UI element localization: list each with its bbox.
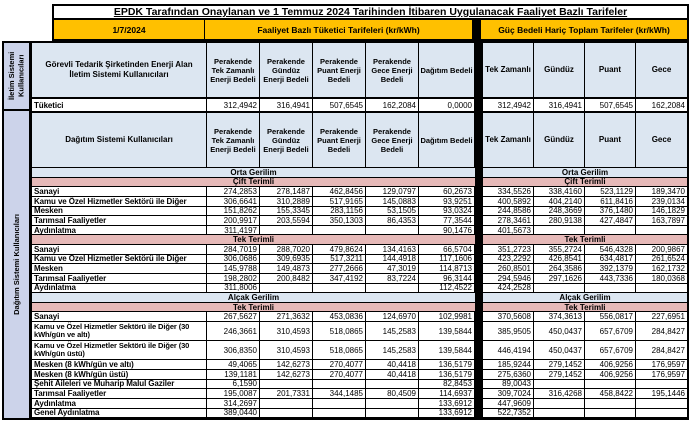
value-cell: 278,3461 bbox=[483, 216, 534, 225]
value-cell: 6,1590 bbox=[207, 380, 260, 389]
value-cell: 479,8624 bbox=[313, 245, 366, 254]
value-cell: 40,4418 bbox=[366, 360, 419, 369]
column-header: Perakende Gündüz Enerji Bedeli bbox=[260, 113, 313, 167]
block-divider bbox=[475, 226, 483, 235]
value-cell: 453,0836 bbox=[313, 312, 366, 321]
table-row bbox=[32, 274, 687, 284]
value-cell: 310,2889 bbox=[260, 197, 313, 206]
section-label: Çift Terimli bbox=[32, 178, 475, 187]
value-cell bbox=[366, 380, 419, 389]
row-label: Tarımsal Faaliyetler bbox=[32, 216, 207, 225]
value-cell: 117,1606 bbox=[419, 255, 475, 264]
row-label: Kamu ve Özel Hizmetler Sektörü ile Diğer (30 kWh/gün üstü) bbox=[32, 341, 207, 359]
value-cell: 312,4942 bbox=[207, 99, 260, 111]
value-cell: 142,6273 bbox=[260, 370, 313, 379]
value-cell: 274,2853 bbox=[207, 187, 260, 196]
value-cell: 277,2666 bbox=[313, 264, 366, 273]
value-cell bbox=[260, 226, 313, 235]
value-cell: 280,9138 bbox=[534, 216, 585, 225]
block-divider bbox=[475, 178, 483, 187]
value-cell bbox=[366, 226, 419, 235]
table-row bbox=[32, 370, 687, 380]
value-cell: 133,6912 bbox=[419, 399, 475, 408]
value-cell: 426,8541 bbox=[534, 255, 585, 264]
value-cell: 180,0368 bbox=[651, 273, 685, 283]
row-label: Tarımsal Faaliyetler bbox=[32, 274, 207, 283]
value-cell: 77,3544 bbox=[419, 216, 475, 225]
block-divider bbox=[475, 216, 483, 225]
value-cell: 145,9788 bbox=[207, 264, 260, 273]
column-header: Perakende Tek Zamanlı Enerji Bedeli bbox=[207, 43, 260, 97]
value-cell: 344,1485 bbox=[313, 389, 366, 398]
column-header: Perakende Gece Enerji Bedeli bbox=[366, 113, 419, 167]
value-cell: 260,8501 bbox=[483, 264, 534, 273]
value-cell: 446,4194 bbox=[483, 341, 534, 359]
value-cell: 162,2084 bbox=[651, 100, 685, 110]
value-cell bbox=[636, 284, 687, 293]
value-cell: 198,2802 bbox=[207, 274, 260, 283]
value-cell: 145,0883 bbox=[366, 197, 419, 206]
value-cell: 423,2292 bbox=[483, 255, 534, 264]
value-cell: 316,4268 bbox=[534, 389, 585, 398]
table-row bbox=[32, 207, 687, 217]
block-divider bbox=[475, 274, 483, 283]
column-header: Puant bbox=[585, 43, 636, 97]
value-cell bbox=[366, 399, 419, 408]
value-cell: 246,3661 bbox=[207, 322, 260, 340]
value-cell bbox=[366, 284, 419, 293]
table-row bbox=[32, 216, 687, 226]
value-cell: 0,0000 bbox=[419, 99, 475, 111]
row-label: Mesken (8 kWh/gün üstü) bbox=[32, 370, 207, 379]
value-cell: 82,8453 bbox=[419, 380, 475, 389]
value-cell: 517,9165 bbox=[313, 197, 366, 206]
value-cell: 334,5526 bbox=[483, 187, 534, 196]
block-divider bbox=[473, 20, 481, 39]
column-header: Tek Zamanlı bbox=[483, 113, 534, 167]
value-cell: 83,7224 bbox=[366, 274, 419, 283]
column-header: Gece bbox=[636, 43, 687, 97]
value-cell bbox=[534, 226, 585, 235]
value-cell: 311,4197 bbox=[207, 226, 260, 235]
section-label: Tek Terimli bbox=[483, 303, 687, 312]
block-divider bbox=[475, 235, 483, 244]
row-label: Aydınlatma bbox=[32, 284, 207, 293]
table-row bbox=[32, 380, 687, 390]
block-divider bbox=[475, 113, 483, 167]
value-cell: 80,4509 bbox=[366, 389, 419, 398]
block-divider bbox=[475, 168, 483, 177]
value-cell bbox=[534, 380, 585, 389]
value-cell: 355,2724 bbox=[534, 245, 585, 254]
block-divider bbox=[475, 399, 483, 408]
value-cell: 450,0437 bbox=[534, 341, 585, 359]
block-divider bbox=[475, 322, 483, 340]
value-cell: 350,1303 bbox=[313, 216, 366, 225]
row-label: Aydınlatma bbox=[32, 399, 207, 408]
value-cell bbox=[313, 226, 366, 235]
value-cell: 203,5594 bbox=[260, 216, 313, 225]
value-cell: 248,3669 bbox=[534, 207, 585, 216]
row-label: Kamu ve Özel Hizmetler Sektörü ile Diğer bbox=[32, 255, 207, 264]
section-label: Tek Terimli bbox=[483, 235, 687, 244]
value-cell: 443,7336 bbox=[585, 274, 636, 283]
sidebar bbox=[2, 41, 30, 420]
value-cell: 404,2140 bbox=[534, 197, 585, 206]
value-cell: 370,5608 bbox=[483, 312, 534, 321]
value-cell: 200,8482 bbox=[260, 274, 313, 283]
value-cell: 270,4077 bbox=[313, 370, 366, 379]
sidebar-distribution-text: Dağıtım Sistemi Kullanıcıları bbox=[11, 214, 21, 315]
block-divider bbox=[475, 187, 483, 196]
value-cell: 185,9244 bbox=[483, 360, 534, 369]
table-row bbox=[32, 226, 687, 236]
value-cell: 450,0437 bbox=[534, 322, 585, 340]
value-cell: 195,1446 bbox=[651, 389, 685, 398]
value-cell: 288,7020 bbox=[260, 245, 313, 254]
block-divider bbox=[475, 341, 483, 359]
value-cell bbox=[313, 409, 366, 418]
block-divider bbox=[475, 293, 483, 302]
value-cell: 270,4077 bbox=[313, 360, 366, 369]
value-cell bbox=[313, 380, 366, 389]
block-divider bbox=[475, 245, 483, 254]
value-cell: 189,3470 bbox=[651, 187, 685, 196]
value-cell: 264,3586 bbox=[534, 264, 585, 273]
value-cell: 294,5946 bbox=[483, 274, 534, 283]
value-cell: 458,8422 bbox=[585, 389, 636, 398]
column-header: Gece bbox=[636, 113, 687, 167]
value-cell: 311,8006 bbox=[207, 284, 260, 293]
distribution-header-label: Dağıtım Sistemi Kullanıcıları bbox=[32, 113, 207, 167]
group-header-row bbox=[52, 19, 689, 41]
row-label: Mesken bbox=[32, 207, 207, 216]
value-cell: 89,0043 bbox=[483, 380, 534, 389]
value-cell: 279,1452 bbox=[534, 360, 585, 369]
sidebar-transmission-label bbox=[2, 41, 30, 111]
column-header: Perakende Gündüz Enerji Bedeli bbox=[260, 43, 313, 97]
value-cell bbox=[585, 399, 636, 408]
value-cell: 134,4163 bbox=[366, 245, 419, 254]
value-cell bbox=[260, 399, 313, 408]
value-cell bbox=[636, 409, 687, 418]
value-cell: 279,1452 bbox=[534, 370, 585, 379]
block-divider bbox=[475, 312, 483, 321]
value-cell: 144,4918 bbox=[366, 255, 419, 264]
value-cell: 139,5844 bbox=[419, 341, 475, 359]
column-header: Dağıtım Bedeli bbox=[419, 113, 475, 167]
value-cell: 93,0324 bbox=[419, 207, 475, 216]
block-divider bbox=[475, 380, 483, 389]
value-cell: 86,4353 bbox=[366, 216, 419, 225]
value-cell: 309,6935 bbox=[260, 255, 313, 264]
right-group-header: Güç Bedeli Hariç Toplam Tarifeler (kr/kWh) bbox=[481, 20, 687, 39]
value-cell: 200,9917 bbox=[207, 216, 260, 225]
transmission-header-row bbox=[32, 43, 687, 99]
table-row bbox=[32, 187, 687, 197]
table-row bbox=[32, 197, 687, 207]
value-cell: 239,0134 bbox=[651, 196, 685, 206]
table-body bbox=[2, 41, 689, 420]
value-cell: 507,6545 bbox=[585, 99, 636, 111]
value-cell bbox=[534, 409, 585, 418]
value-cell: 657,6709 bbox=[585, 341, 636, 359]
value-cell: 518,0865 bbox=[313, 322, 366, 340]
value-cell: 424,2528 bbox=[483, 284, 534, 293]
section-label: Alçak Gerilim bbox=[483, 293, 687, 302]
value-cell: 195,0087 bbox=[207, 389, 260, 398]
row-label: Tarımsal Faaliyetler bbox=[32, 389, 207, 398]
value-cell: 201,7331 bbox=[260, 389, 313, 398]
value-cell: 139,5844 bbox=[419, 322, 475, 340]
section-label: Çift Terimli bbox=[483, 178, 687, 187]
value-cell: 90,1476 bbox=[419, 226, 475, 235]
block-divider bbox=[475, 43, 483, 97]
value-cell: 114,8713 bbox=[419, 264, 475, 273]
section-label: Tek Terimli bbox=[32, 303, 475, 312]
section-row bbox=[32, 168, 687, 178]
value-cell: 556,0817 bbox=[585, 312, 636, 321]
value-cell: 297,1626 bbox=[534, 274, 585, 283]
value-cell: 145,2583 bbox=[366, 341, 419, 359]
value-cell: 162,2084 bbox=[366, 99, 419, 111]
block-divider bbox=[475, 409, 483, 418]
value-cell: 227,6951 bbox=[651, 312, 685, 321]
value-cell: 310,4593 bbox=[260, 322, 313, 340]
value-cell: 347,4192 bbox=[313, 274, 366, 283]
block-divider bbox=[475, 360, 483, 369]
value-cell bbox=[585, 284, 636, 293]
value-cell: 129,0797 bbox=[366, 187, 419, 196]
value-cell: 40,4418 bbox=[366, 370, 419, 379]
row-label: Sanayi bbox=[32, 187, 207, 196]
value-cell bbox=[636, 226, 687, 235]
value-cell: 351,2723 bbox=[483, 245, 534, 254]
value-cell: 312,4942 bbox=[483, 99, 534, 111]
value-cell: 60,2673 bbox=[419, 187, 475, 196]
value-cell: 376,1480 bbox=[585, 207, 636, 216]
value-cell bbox=[260, 380, 313, 389]
transmission-header-label: Görevli Tedarik Şirketinden Enerji Alan İletim Sistemi Kullanıcıları bbox=[32, 43, 207, 97]
block-divider bbox=[475, 370, 483, 379]
table-row bbox=[32, 341, 687, 360]
value-cell: 406,9256 bbox=[585, 370, 636, 379]
table-row bbox=[32, 399, 687, 409]
value-cell bbox=[585, 380, 636, 389]
value-cell: 136,5179 bbox=[419, 360, 475, 369]
section-label: Tek Terimli bbox=[32, 235, 475, 244]
block-divider bbox=[475, 207, 483, 216]
row-label: Mesken bbox=[32, 264, 207, 273]
tariff-table bbox=[30, 41, 689, 420]
value-cell bbox=[260, 409, 313, 418]
column-header: Perakende Puant Enerji Bedeli bbox=[313, 113, 366, 167]
value-cell: 53,1505 bbox=[366, 207, 419, 216]
value-cell: 284,7019 bbox=[207, 245, 260, 254]
left-group-header: Faaliyet Bazlı Tüketici Tarifeleri (kr/kWh) bbox=[205, 20, 473, 39]
value-cell: 66,5704 bbox=[419, 245, 475, 254]
value-cell: 657,6709 bbox=[585, 322, 636, 340]
value-cell: 406,9256 bbox=[585, 360, 636, 369]
row-label: Şehit Aileleri ve Muharip Malul Gaziler bbox=[32, 380, 207, 389]
value-cell: 400,5892 bbox=[483, 197, 534, 206]
column-header: Perakende Puant Enerji Bedeli bbox=[313, 43, 366, 97]
row-label: Kamu ve Özel Hizmetler Sektörü ile Diğer (30 kWh/gün ve altı) bbox=[32, 322, 207, 340]
date-cell: 1/7/2024 bbox=[54, 20, 205, 39]
block-divider bbox=[475, 255, 483, 264]
table-row bbox=[32, 284, 687, 294]
value-cell: 275,6360 bbox=[483, 370, 534, 379]
value-cell: 284,8427 bbox=[651, 326, 685, 336]
value-cell: 385,9505 bbox=[483, 322, 534, 340]
row-label: Sanayi bbox=[32, 245, 207, 254]
value-cell: 176,9597 bbox=[651, 370, 685, 379]
value-cell: 114,6937 bbox=[419, 389, 475, 398]
value-cell: 142,6273 bbox=[260, 360, 313, 369]
value-cell: 522,7352 bbox=[483, 409, 534, 418]
subsection-row bbox=[32, 178, 687, 188]
value-cell: 278,1487 bbox=[260, 187, 313, 196]
value-cell: 102,9981 bbox=[419, 312, 475, 321]
table-row bbox=[32, 409, 687, 419]
value-cell: 517,3211 bbox=[313, 255, 366, 264]
value-cell: 267,5627 bbox=[207, 312, 260, 321]
value-cell: 96,3144 bbox=[419, 274, 475, 283]
value-cell: 392,1379 bbox=[585, 264, 636, 273]
value-cell: 145,2583 bbox=[366, 322, 419, 340]
value-cell bbox=[534, 284, 585, 293]
row-label: Mesken (8 kWh/gün ve altı) bbox=[32, 360, 207, 369]
value-cell: 306,8350 bbox=[207, 341, 260, 359]
distribution-header-row bbox=[32, 113, 687, 168]
value-cell: 611,8416 bbox=[585, 197, 636, 206]
column-header: Perakende Tek Zamanlı Enerji Bedeli bbox=[207, 113, 260, 167]
value-cell bbox=[534, 399, 585, 408]
table-row bbox=[32, 264, 687, 274]
section-label: Alçak Gerilim bbox=[32, 293, 475, 302]
value-cell bbox=[585, 409, 636, 418]
value-cell: 112,4522 bbox=[419, 284, 475, 293]
value-cell: 93,9251 bbox=[419, 197, 475, 206]
table-row bbox=[32, 360, 687, 370]
value-cell: 310,4593 bbox=[260, 341, 313, 359]
column-header: Puant bbox=[585, 113, 636, 167]
value-cell: 283,1156 bbox=[313, 207, 366, 216]
value-cell: 338,4160 bbox=[534, 187, 585, 196]
block-divider bbox=[475, 99, 483, 111]
value-cell: 261,6524 bbox=[651, 254, 685, 264]
section-label: Orta Gerilim bbox=[32, 168, 475, 177]
row-label: Genel Aydınlatma bbox=[32, 409, 207, 418]
value-cell: 462,8456 bbox=[313, 187, 366, 196]
value-cell bbox=[585, 226, 636, 235]
page-title: EPDK Tarafından Onaylanan ve 1 Temmuz 2024 Tarihinden İtibaren Uygulanacak Faaliyet Bazlı Tarifeler bbox=[52, 4, 689, 19]
value-cell: 401,5673 bbox=[483, 226, 534, 235]
value-cell: 271,3632 bbox=[260, 312, 313, 321]
value-cell: 149,4873 bbox=[260, 264, 313, 273]
row-label: Tüketici bbox=[32, 99, 207, 111]
section-row bbox=[32, 293, 687, 303]
value-cell: 146,1829 bbox=[651, 206, 685, 216]
row-label: Sanayi bbox=[32, 312, 207, 321]
value-cell: 162,1732 bbox=[651, 264, 685, 273]
column-header: Dağıtım Bedeli bbox=[419, 43, 475, 97]
subsection-row bbox=[32, 303, 687, 313]
value-cell: 447,9609 bbox=[483, 399, 534, 408]
value-cell: 244,8586 bbox=[483, 207, 534, 216]
value-cell: 374,3613 bbox=[534, 312, 585, 321]
block-divider bbox=[475, 197, 483, 206]
value-cell: 546,4328 bbox=[585, 245, 636, 254]
value-cell bbox=[636, 399, 687, 408]
value-cell bbox=[260, 284, 313, 293]
value-cell: 200,9867 bbox=[651, 245, 685, 254]
value-cell: 507,6545 bbox=[313, 99, 366, 111]
value-cell: 133,6912 bbox=[419, 409, 475, 418]
column-header: Gündüz bbox=[534, 113, 585, 167]
transmission-rows bbox=[32, 99, 687, 113]
value-cell: 518,0865 bbox=[313, 341, 366, 359]
column-header: Gündüz bbox=[534, 43, 585, 97]
block-divider bbox=[475, 389, 483, 398]
block-divider bbox=[475, 303, 483, 312]
value-cell: 634,4817 bbox=[585, 255, 636, 264]
value-cell: 523,1129 bbox=[585, 187, 636, 196]
value-cell: 309,7024 bbox=[483, 389, 534, 398]
table-row bbox=[32, 322, 687, 341]
value-cell: 151,8262 bbox=[207, 207, 260, 216]
row-label: Aydınlatma bbox=[32, 226, 207, 235]
value-cell: 139,1181 bbox=[207, 370, 260, 379]
value-cell: 316,4941 bbox=[534, 99, 585, 111]
table-row bbox=[32, 389, 687, 399]
value-cell: 155,3345 bbox=[260, 207, 313, 216]
value-cell: 427,4847 bbox=[585, 216, 636, 225]
value-cell: 176,9597 bbox=[651, 360, 685, 369]
value-cell: 136,5179 bbox=[419, 370, 475, 379]
value-cell: 306,0686 bbox=[207, 255, 260, 264]
distribution-rows bbox=[32, 168, 687, 418]
subsection-row bbox=[32, 235, 687, 245]
row-label: Kamu ve Özel Hizmetler Sektörü ile Diğer bbox=[32, 197, 207, 206]
value-cell bbox=[636, 380, 687, 389]
sidebar-distribution-label bbox=[2, 111, 30, 420]
value-cell bbox=[313, 284, 366, 293]
table-row bbox=[32, 99, 687, 113]
value-cell: 163,7897 bbox=[651, 216, 685, 225]
table-row bbox=[32, 255, 687, 265]
block-divider bbox=[475, 284, 483, 293]
value-cell: 314,2697 bbox=[207, 399, 260, 408]
value-cell: 316,4941 bbox=[260, 99, 313, 111]
value-cell: 47,3019 bbox=[366, 264, 419, 273]
column-header: Perakende Gece Enerji Bedeli bbox=[366, 43, 419, 97]
value-cell: 124,6970 bbox=[366, 312, 419, 321]
block-divider bbox=[475, 264, 483, 273]
value-cell bbox=[366, 409, 419, 418]
value-cell bbox=[313, 399, 366, 408]
table-row bbox=[32, 312, 687, 322]
value-cell: 284,8427 bbox=[651, 345, 685, 355]
value-cell: 389,0440 bbox=[207, 409, 260, 418]
value-cell: 49,4065 bbox=[207, 360, 260, 369]
sidebar-transmission-text: İletim Sistemi Kullanıcıları bbox=[7, 51, 26, 101]
column-header: Tek Zamanlı bbox=[483, 43, 534, 97]
table-row bbox=[32, 245, 687, 255]
section-label: Orta Gerilim bbox=[483, 168, 687, 177]
value-cell: 306,6641 bbox=[207, 197, 260, 206]
